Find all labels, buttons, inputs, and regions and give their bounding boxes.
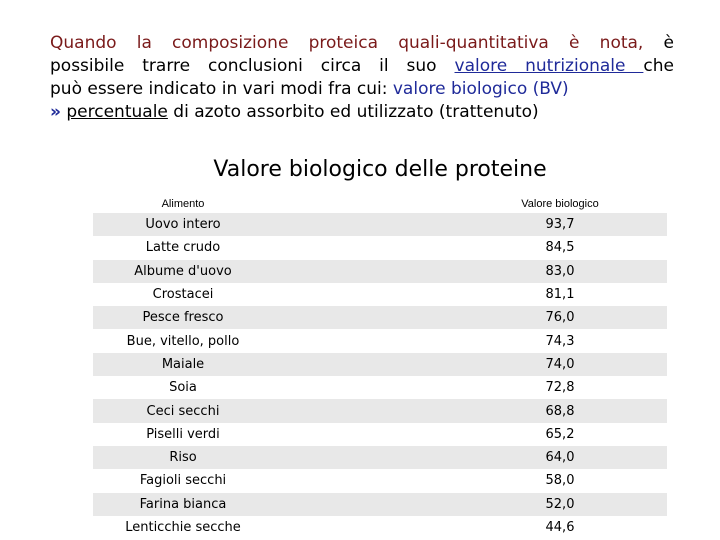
- table-row: [93, 283, 667, 306]
- intro-line-4-text: di azoto assorbito ed utilizzato (trattenuto): [167, 102, 539, 122]
- food-name: Albume d'uovo: [134, 263, 232, 279]
- food-name: Latte crudo: [145, 240, 221, 256]
- food-cell: [93, 357, 453, 372]
- biological-value: 74,3: [545, 333, 575, 349]
- percentuale-term: percentuale: [66, 102, 168, 122]
- biological-value: 44,6: [545, 520, 575, 535]
- biological-value: 81,1: [545, 287, 575, 303]
- food-cell: [93, 520, 453, 535]
- intro-line-4: [50, 101, 674, 124]
- food-name: Pesce fresco: [142, 310, 224, 326]
- food-cell: [93, 427, 453, 442]
- intro-line-1-end: è: [643, 33, 674, 53]
- biological-value: 74,0: [545, 356, 575, 372]
- food-name: Fagioli secchi: [139, 473, 227, 489]
- biological-value: 84,5: [545, 240, 575, 256]
- header-food: Alimento: [161, 198, 205, 210]
- food-cell: [93, 497, 453, 512]
- table-row: [93, 236, 667, 259]
- food-cell: [93, 473, 453, 488]
- biological-value: 76,0: [545, 310, 575, 326]
- table-body: [93, 213, 667, 539]
- food-cell: [93, 334, 453, 349]
- biological-value: 52,0: [545, 496, 575, 512]
- intro-line-3: [50, 78, 674, 101]
- food-name: Farina bianca: [139, 496, 227, 512]
- food-name: Maiale: [161, 356, 205, 372]
- food-cell: [93, 240, 453, 255]
- header-value: Valore biologico: [521, 198, 599, 210]
- food-cell: [93, 404, 453, 419]
- table-row: [93, 446, 667, 469]
- table-row: [93, 516, 667, 539]
- table-row: [93, 353, 667, 376]
- table-row: [93, 329, 667, 352]
- biological-value: 83,0: [545, 263, 575, 279]
- table-row: [93, 493, 667, 516]
- table-header: [93, 195, 667, 213]
- food-name: Riso: [169, 450, 197, 466]
- intro-line-3-text: può essere indicato in vari modi fra cui:: [50, 79, 393, 99]
- table-row: [93, 399, 667, 422]
- food-name: Piselli verdi: [146, 426, 220, 442]
- intro-line-1: [50, 32, 674, 55]
- biological-value: 65,2: [545, 426, 575, 442]
- intro-line-1-text: Quando la composizione proteica quali-quantitativa è nota,: [50, 33, 644, 53]
- biological-value: 58,0: [545, 473, 575, 489]
- table-title: Valore biologico delle proteine: [213, 157, 547, 182]
- food-name: Crostacei: [152, 287, 214, 303]
- food-cell: [93, 264, 453, 279]
- food-name: Uovo intero: [145, 217, 221, 233]
- bullet-chevron-icon: »: [50, 102, 61, 122]
- valore-biologico-term: valore biologico (BV): [392, 79, 569, 99]
- intro-paragraph: [50, 32, 674, 124]
- intro-line-2-end: che: [643, 56, 674, 76]
- food-cell: [93, 310, 453, 325]
- food-cell: [93, 450, 453, 465]
- biological-value: 72,8: [545, 380, 575, 396]
- biological-value-table: [93, 195, 667, 539]
- table-row: [93, 306, 667, 329]
- food-cell: [93, 380, 453, 395]
- food-name: Soia: [169, 380, 197, 396]
- biological-value: 93,7: [545, 217, 575, 233]
- table-row: [93, 376, 667, 399]
- intro-line-2: [50, 55, 674, 78]
- table-row: [93, 469, 667, 492]
- food-name: Ceci secchi: [146, 403, 220, 419]
- food-cell: [93, 217, 453, 232]
- valore-nutrizionale-link[interactable]: valore nutrizionale: [454, 56, 644, 76]
- food-cell: [93, 287, 453, 302]
- header-food-cell: [93, 198, 453, 210]
- table-row: [93, 213, 667, 236]
- food-name: Bue, vitello, pollo: [126, 333, 240, 349]
- food-name: Lenticchie secche: [125, 520, 241, 535]
- table-row: [93, 260, 667, 283]
- intro-line-2-text: possibile trarre conclusioni circa il suo: [50, 56, 455, 76]
- table-row: [93, 423, 667, 446]
- biological-value: 64,0: [545, 450, 575, 466]
- biological-value: 68,8: [545, 403, 575, 419]
